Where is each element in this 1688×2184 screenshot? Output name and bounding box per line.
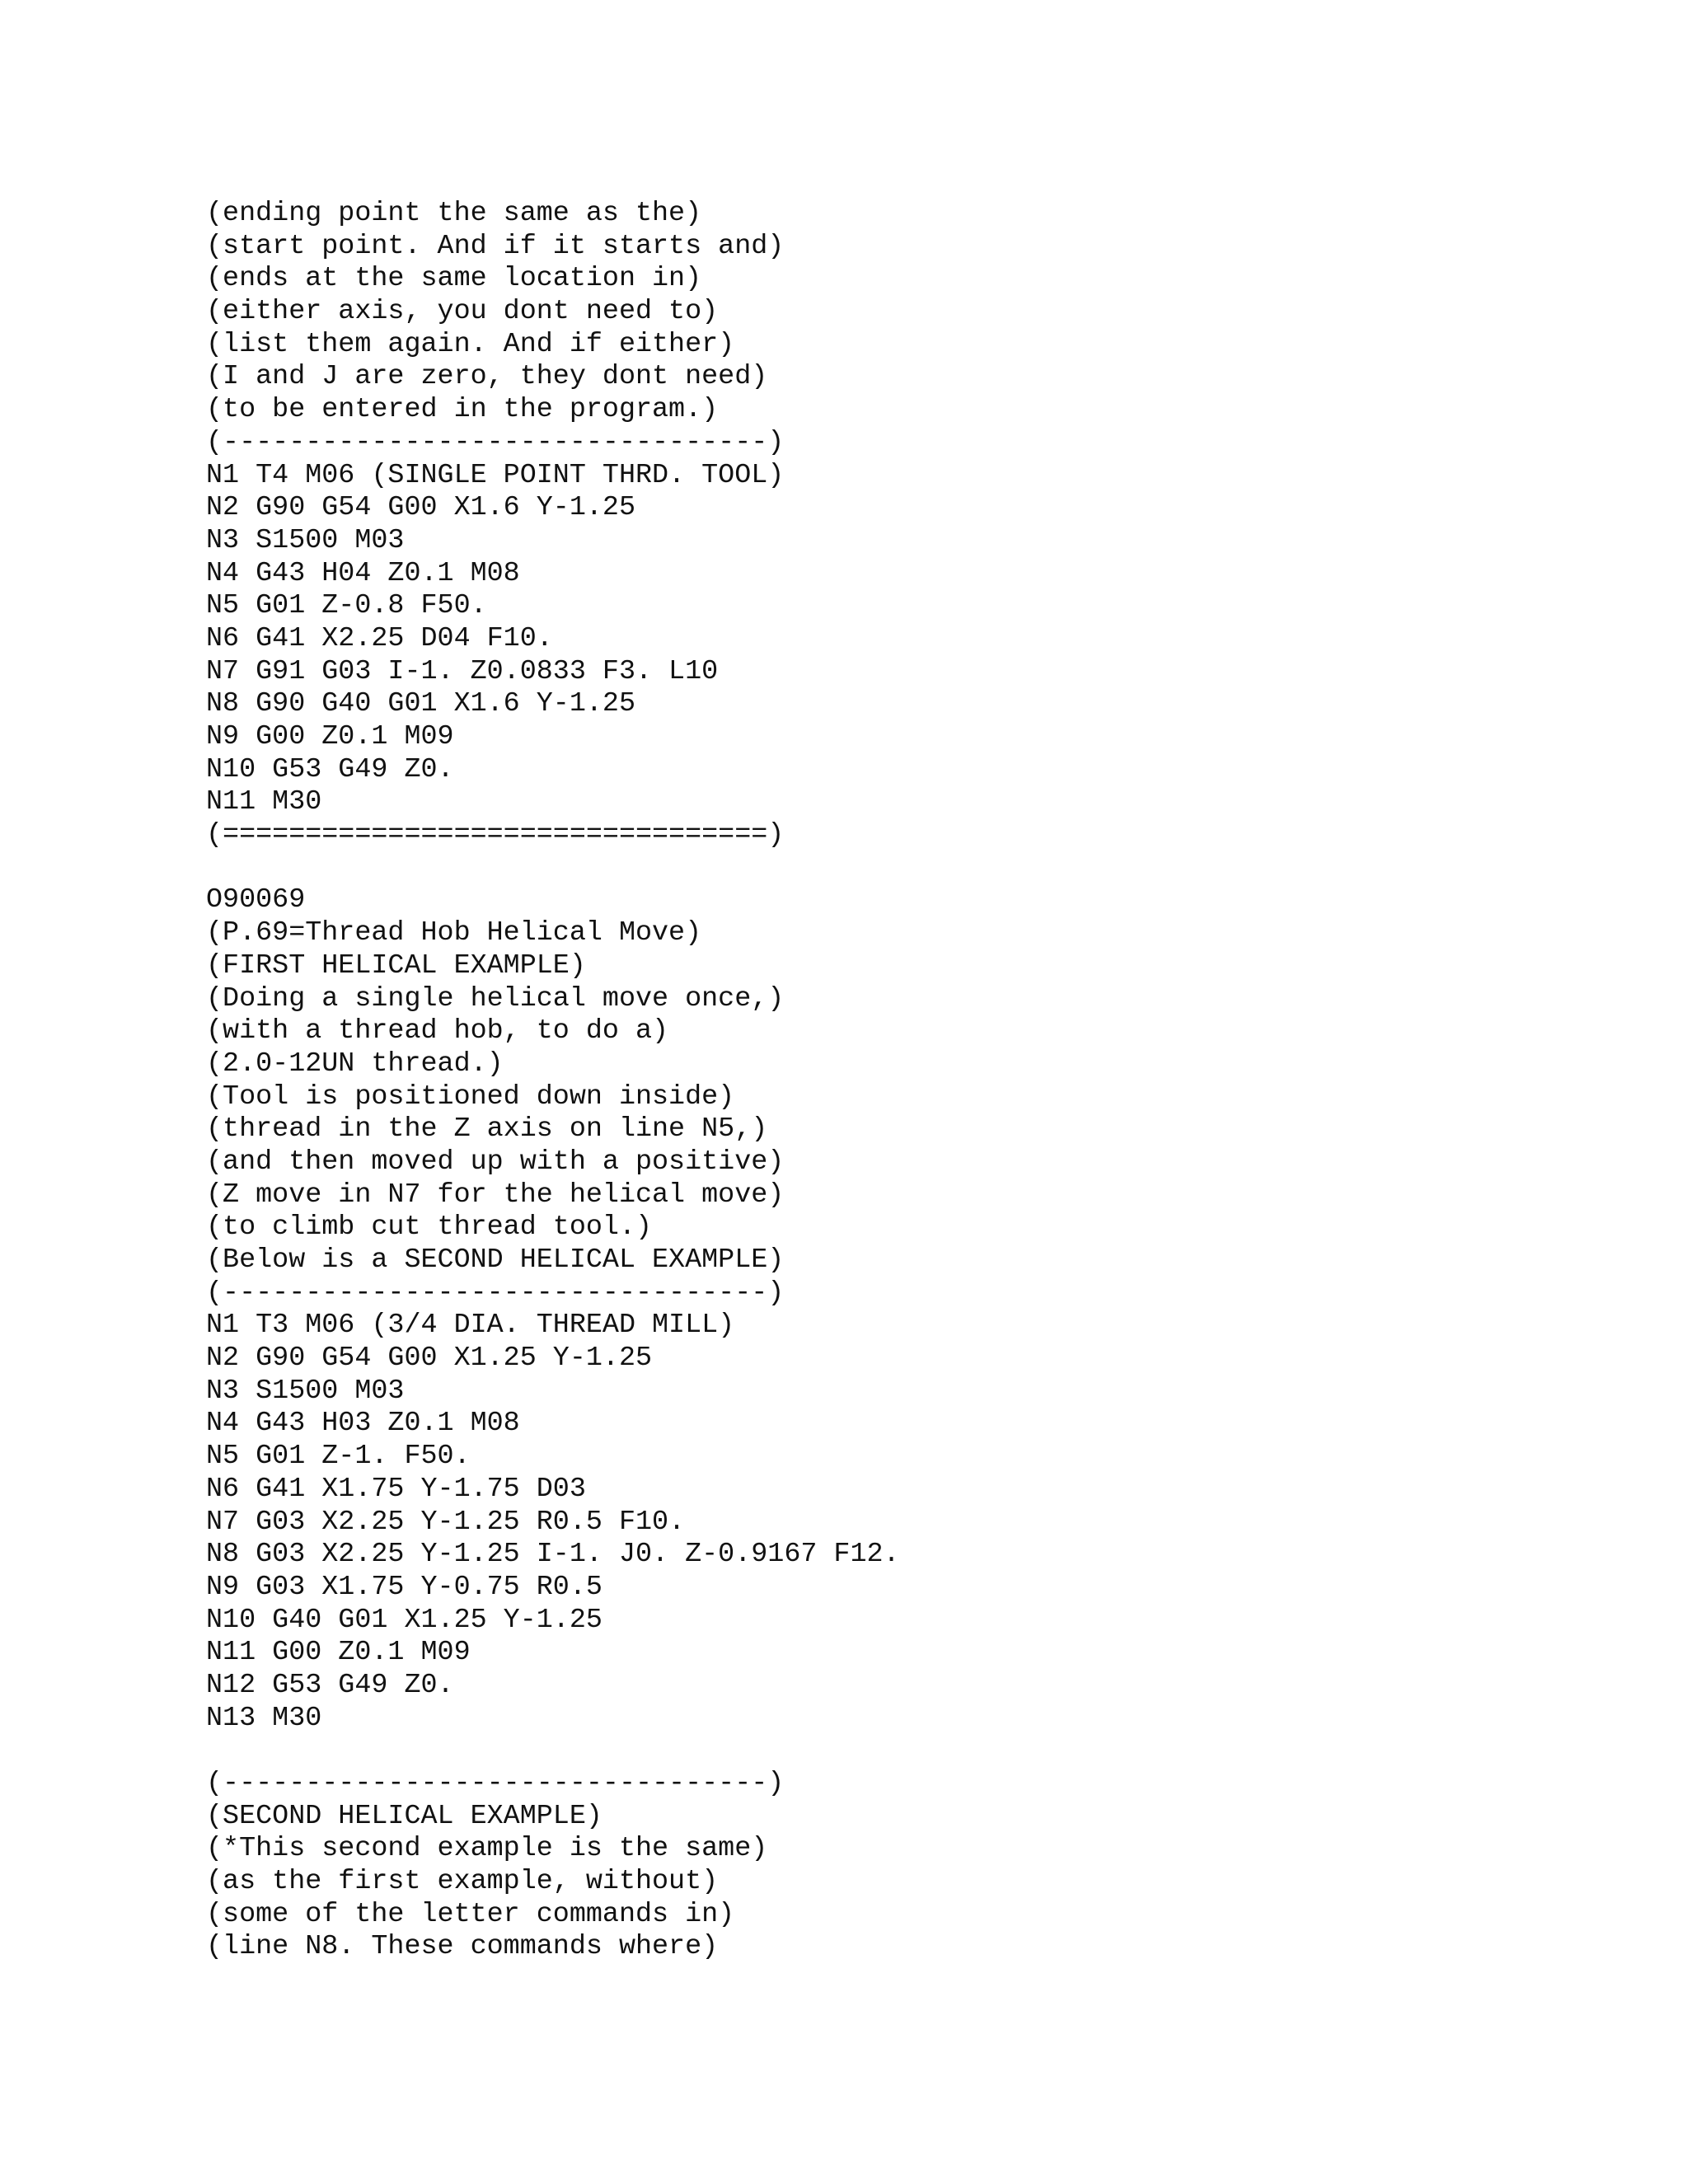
text-line [206, 1735, 900, 1768]
text-line: (thread in the Z axis on line N5,) [206, 1113, 768, 1146]
text-line: (FIRST HELICAL EXAMPLE) [206, 949, 586, 982]
text-line: N5 G01 Z-1. F50. [206, 1441, 471, 1473]
text-line: (line N8. These commands where) [206, 1931, 719, 1963]
text-line: (ends at the same location in) [206, 263, 702, 295]
text-line: (as the first example, without) [206, 1866, 719, 1898]
text-line: (Below is a SECOND HELICAL EXAMPLE) [206, 1244, 785, 1276]
text-line: N10 G53 G49 Z0. [206, 753, 454, 785]
text-line: (and then moved up with a positive) [206, 1146, 785, 1178]
text-line: N7 G03 X2.25 Y-1.25 R0.5 F10. [206, 1506, 686, 1538]
text-line: (Tool is positioned down inside) [206, 1080, 735, 1113]
text-line: N12 G53 G49 Z0. [206, 1669, 454, 1701]
text-line: (list them again. And if either) [206, 328, 735, 360]
text-line: (start point. And if it starts and) [206, 230, 785, 262]
text-line: N6 G41 X1.75 Y-1.75 D03 [206, 1473, 586, 1505]
text-line: (---------------------------------) [206, 426, 785, 458]
text-line: (ending point the same as the) [206, 198, 702, 229]
gcode-listing [206, 198, 900, 1964]
text-line: (=================================) [206, 819, 785, 851]
text-line: (to be entered in the program.) [206, 394, 719, 426]
text-line: (SECOND HELICAL EXAMPLE) [206, 1800, 603, 1832]
text-line: (2.0-12UN thread.) [206, 1047, 504, 1080]
text-line: (---------------------------------) [206, 1277, 785, 1309]
text-line: (---------------------------------) [206, 1768, 785, 1799]
text-line: (to climb cut thread tool.) [206, 1212, 653, 1244]
text-line: (some of the letter commands in) [206, 1898, 735, 1930]
text-line [206, 852, 900, 885]
text-line: N9 G00 Z0.1 M09 [206, 721, 454, 752]
text-line: N2 G90 G54 G00 X1.25 Y-1.25 [206, 1343, 653, 1375]
text-line: N4 G43 H04 Z0.1 M08 [206, 557, 520, 589]
text-line: N3 S1500 M03 [206, 1375, 405, 1407]
text-line: N11 G00 Z0.1 M09 [206, 1637, 471, 1669]
text-line: N1 T3 M06 (3/4 DIA. THREAD MILL) [206, 1310, 735, 1342]
text-line: N3 S1500 M03 [206, 524, 405, 556]
text-line: (either axis, you dont need to) [206, 296, 719, 328]
text-line: (I and J are zero, they dont need) [206, 361, 768, 393]
text-line: O90069 [206, 884, 306, 916]
text-line: (*This second example is the same) [206, 1833, 768, 1865]
text-line: (P.69=Thread Hob Helical Move) [206, 917, 702, 949]
text-line: N9 G03 X1.75 Y-0.75 R0.5 [206, 1571, 603, 1603]
text-line: (Z move in N7 for the helical move) [206, 1179, 785, 1211]
text-line: N1 T4 M06 (SINGLE POINT THRD. TOOL) [206, 459, 785, 491]
text-line: N13 M30 [206, 1702, 322, 1734]
text-line: N4 G43 H03 Z0.1 M08 [206, 1408, 520, 1440]
text-line: N8 G90 G40 G01 X1.6 Y-1.25 [206, 688, 635, 720]
text-line: N7 G91 G03 I-1. Z0.0833 F3. L10 [206, 655, 719, 687]
text-line: N10 G40 G01 X1.25 Y-1.25 [206, 1604, 603, 1636]
text-line: N6 G41 X2.25 D04 F10. [206, 622, 553, 654]
text-line: N2 G90 G54 G00 X1.6 Y-1.25 [206, 492, 635, 524]
text-line: N8 G03 X2.25 Y-1.25 I-1. J0. Z-0.9167 F12. [206, 1539, 900, 1571]
text-line: (with a thread hob, to do a) [206, 1015, 669, 1047]
text-line: N11 M30 [206, 786, 322, 818]
text-line: N5 G01 Z-0.8 F50. [206, 590, 487, 622]
text-line: (Doing a single helical move once,) [206, 982, 785, 1015]
